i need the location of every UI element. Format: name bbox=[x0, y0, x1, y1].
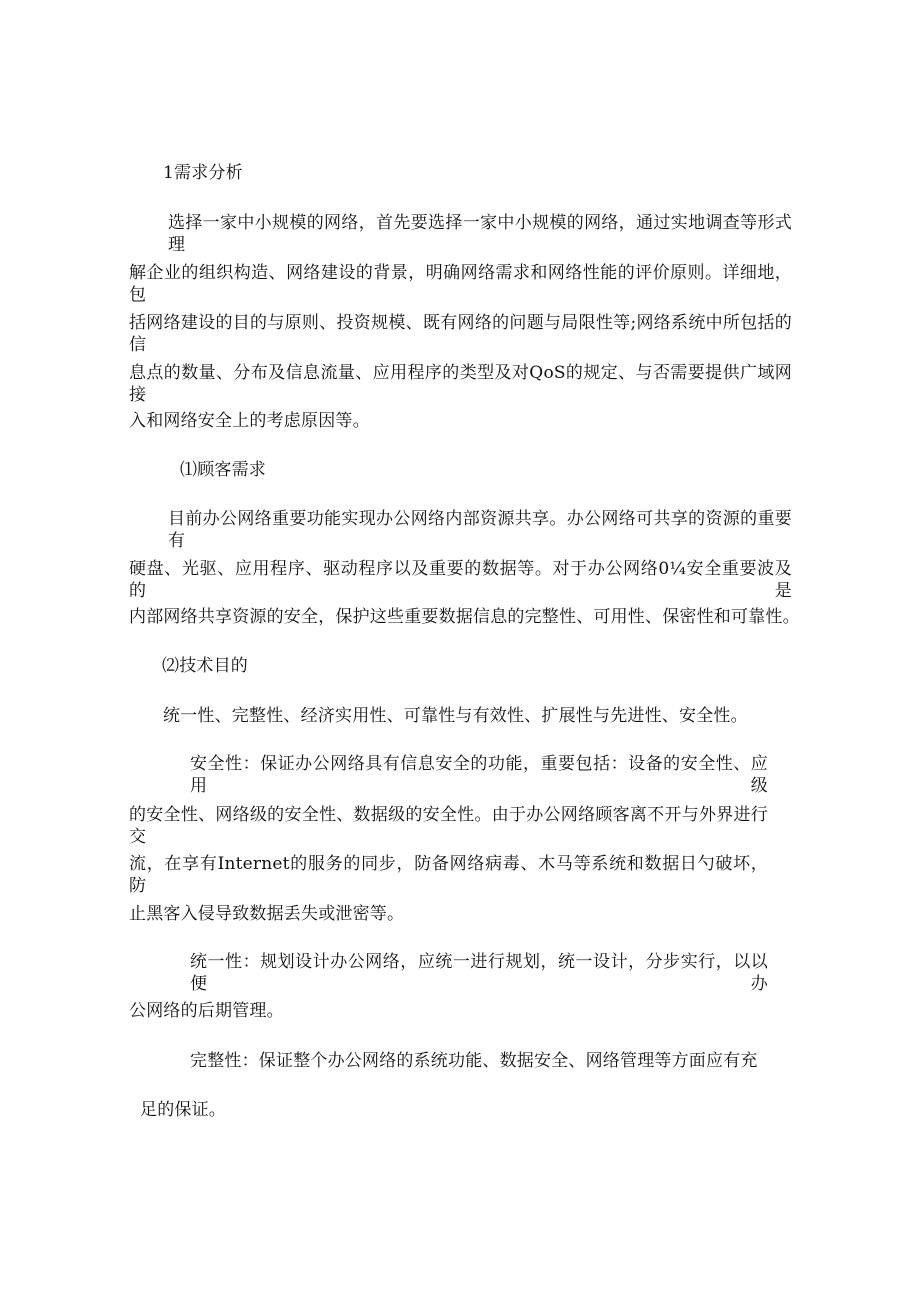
intro-line-5: 入和网络安全上的考虑原因等。 bbox=[129, 411, 370, 431]
tech-summary: 统一性、完整性、经济实用性、可靠性与有效性、扩展性与先进性、安全性。 bbox=[163, 706, 748, 726]
customer-line-1: 目前办公网络重要功能实现办公网络内部资源共享。办公网络可共享的资源的重要有 bbox=[168, 509, 792, 551]
integrity-line-2: 足的保证。 bbox=[140, 1100, 226, 1120]
intro-line-3: 括网络建设的目的与原则、投资规模、既有网络的问题与局限性等;网络系统中所包括的信 bbox=[129, 313, 792, 355]
security-line-3: 流，在享有Internet的服务的同步，防备网络病毒、木马等系统和数据日勺破坏，防 bbox=[129, 854, 768, 896]
security-line-1: 安全性：保证办公网络具有信息安全的功能，重要包括：设备的安全性、应用级 bbox=[190, 754, 768, 796]
intro-line-2: 解企业的组织构造、网络建设的背景，明确网络需求和网络性能的评价原则。详细地，包 bbox=[129, 263, 792, 305]
integrity-line-1: 完整性：保证整个办公网络的系统功能、数据安全、网络管理等方面应有充 bbox=[190, 1051, 758, 1071]
unity-line-1: 统一性：规划设计办公网络，应统一进行规划，统一设计，分步实行，以以便办 bbox=[190, 952, 768, 994]
tech-goal-heading: ⑵技术目的 bbox=[162, 656, 248, 676]
intro-line-1: 选择一家中小规模的网络，首先要选择一家中小规模的网络，通过实地调查等形式理 bbox=[168, 213, 792, 255]
intro-line-4: 息点的数量、分布及信息流量、应用程序的类型及对QoS的规定、与否需要提供广域网接 bbox=[129, 363, 792, 405]
unity-line-2: 公网络的后期管理。 bbox=[129, 1001, 284, 1021]
customer-line-3: 内部网络共享资源的安全，保护这些重要数据信息的完整性、可用性、保密性和可靠性。 bbox=[129, 607, 800, 627]
security-line-2: 的安全性、网络级的安全性、数据级的安全性。由于办公网络顾客离不开与外界进行交 bbox=[129, 805, 768, 847]
customer-line-2: 硬盘、光驱、应用程序、驱动程序以及重要的数据等。对于办公网络0¼安全重要波及的是 bbox=[129, 559, 792, 601]
customer-needs-heading: ⑴顾客需求 bbox=[180, 460, 266, 480]
section-title: 1需求分析 bbox=[163, 163, 243, 183]
security-line-4: 止黑客入侵导致数据丢失或泄密等。 bbox=[129, 904, 405, 924]
